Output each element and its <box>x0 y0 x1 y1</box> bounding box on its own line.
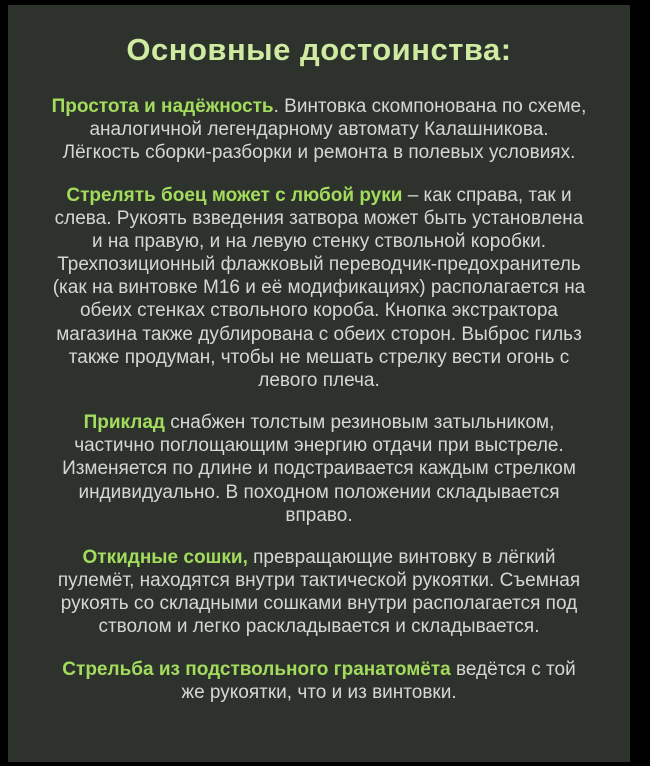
page-title: Основные достоинства: <box>126 32 512 67</box>
text-column <box>49 32 589 704</box>
paragraph-body: – как справа, так и слева. Рукоять взведения затвора может быть установлена и на правую, и на левую стенку ствольной коробки. Трехпозиционный флажковый переводчик-предохранитель (как на винтовке М16 и её модификациях) располагается на обеих стенках ствольного короба. Кнопка экстрактора магазина также дублирована с обеих сторон. Выброс гильз также продуман, чтобы не мешать стрелку вести огонь с левого плеча. <box>52 184 586 391</box>
paragraph-lead: Стрельба из подствольного гранатомёта <box>62 658 451 680</box>
paragraph-body: превращающие винтовку в лёгкий пулемёт, находятся внутри тактической рукоятки. Съемная рукоять со складными сошками внутри располагается под стволом и легко раскладывается и складывается. <box>57 546 581 638</box>
paragraph-simplicity <box>49 95 589 165</box>
text-panel <box>8 5 630 762</box>
paragraph-stock <box>49 411 589 527</box>
paragraph-lead: Приклад <box>83 412 165 434</box>
paragraph-lead: Стрелять боец может с любой руки <box>66 184 403 206</box>
paragraph-body: ведётся с той же рукоятки, что и из винтовки. <box>181 658 576 703</box>
paragraph-body: . Винтовка скомпонована по схеме, аналогичной легендарному автомату Калашникова. Лёгкость сборки-разборки и ремонта в полевых условиях. <box>62 96 587 164</box>
paragraph-lead: Простота и надёжность <box>51 96 274 117</box>
paragraph-body: снабжен толстым резиновым затыльником, частично поглощающим энергию отдачи при выстреле. Изменяется по длине и подстраивается каждым стрелком индивидуально. В походном положении складывается вправо. <box>62 412 576 526</box>
paragraph-bipod <box>49 546 589 639</box>
paragraph-lead: Откидные сошки, <box>82 546 248 568</box>
paragraph-grenade-launcher <box>49 658 589 704</box>
paragraph-ambidextrous <box>49 184 589 393</box>
